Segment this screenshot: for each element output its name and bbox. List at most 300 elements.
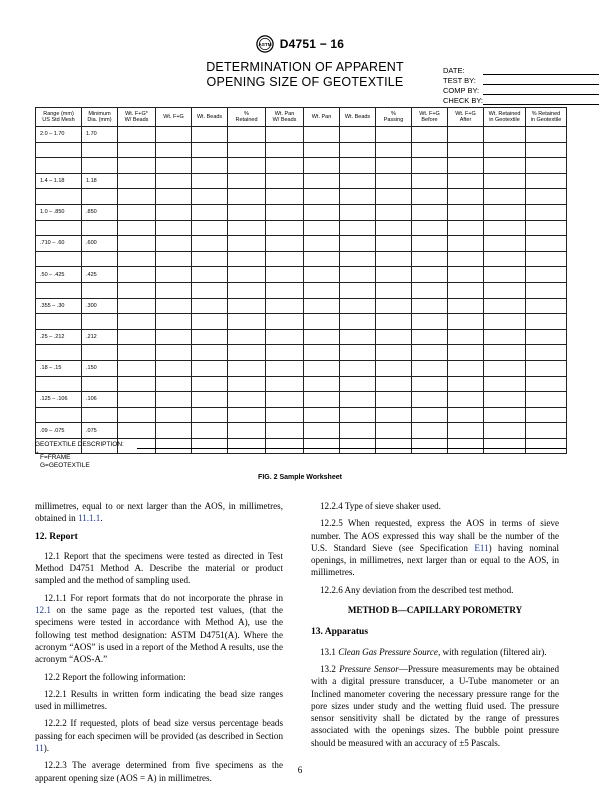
table-row bbox=[36, 423, 567, 439]
blank-cell bbox=[376, 282, 412, 298]
blank-cell bbox=[448, 158, 484, 174]
blank-cell bbox=[266, 220, 304, 236]
blank-cell bbox=[156, 423, 192, 439]
meta-blank-line bbox=[483, 104, 599, 105]
table-row bbox=[36, 189, 567, 205]
blank-cell bbox=[412, 438, 448, 454]
left-text-column bbox=[35, 500, 283, 789]
blank-cell bbox=[376, 267, 412, 283]
blank-cell bbox=[228, 298, 266, 314]
range-cell bbox=[36, 345, 82, 361]
blank-cell bbox=[304, 376, 340, 392]
blank-cell bbox=[192, 407, 228, 423]
blank-cell bbox=[192, 189, 228, 205]
blank-cell bbox=[156, 173, 192, 189]
min-dia-cell bbox=[82, 142, 118, 158]
blank-cell bbox=[192, 158, 228, 174]
table-row bbox=[36, 127, 567, 143]
blank-cell bbox=[118, 407, 156, 423]
blank-cell bbox=[118, 282, 156, 298]
blank-cell bbox=[376, 423, 412, 439]
meta-date-field bbox=[443, 66, 465, 75]
meta-check-by-field bbox=[443, 96, 483, 105]
meta-label: TEST BY: bbox=[443, 76, 476, 85]
blank-cell bbox=[340, 345, 376, 361]
blank-cell bbox=[484, 376, 526, 392]
min-dia-cell: 1.18 bbox=[82, 173, 118, 189]
blank-cell bbox=[376, 438, 412, 454]
table-row bbox=[36, 329, 567, 345]
blank-cell bbox=[448, 314, 484, 330]
blank-cell bbox=[192, 298, 228, 314]
blank-cell bbox=[192, 329, 228, 345]
blank-cell bbox=[484, 314, 526, 330]
blank-cell bbox=[412, 345, 448, 361]
blank-cell bbox=[340, 127, 376, 143]
blank-cell bbox=[228, 127, 266, 143]
column-header: % Passing bbox=[376, 108, 412, 127]
blank-cell bbox=[484, 438, 526, 454]
blank-cell bbox=[228, 314, 266, 330]
worksheet-title-line-2: OPENING SIZE OF GEOTEXTILE bbox=[206, 75, 404, 89]
section-heading-report: 12. Report bbox=[35, 531, 78, 542]
blank-cell bbox=[412, 127, 448, 143]
blank-cell bbox=[156, 204, 192, 220]
blank-cell bbox=[118, 360, 156, 376]
range-cell: .355 – .30 bbox=[36, 298, 82, 314]
blank-cell bbox=[266, 329, 304, 345]
geotextile-description-label: GEOTEXTILE DESCRIPTION: bbox=[35, 441, 124, 448]
blank-cell bbox=[192, 345, 228, 361]
blank-cell bbox=[412, 360, 448, 376]
column-header: Range (mm) US Std Mesh bbox=[36, 108, 82, 127]
worksheet-table bbox=[35, 107, 567, 454]
section-link[interactable]: 11.1.1 bbox=[77, 513, 101, 524]
table-row bbox=[36, 314, 567, 330]
blank-cell bbox=[228, 329, 266, 345]
blank-cell bbox=[340, 236, 376, 252]
blank-cell bbox=[340, 314, 376, 330]
blank-cell bbox=[412, 236, 448, 252]
blank-cell bbox=[526, 158, 567, 174]
blank-cell bbox=[448, 360, 484, 376]
blank-cell bbox=[192, 282, 228, 298]
blank-cell bbox=[118, 189, 156, 205]
blank-cell bbox=[304, 158, 340, 174]
blank-cell bbox=[484, 173, 526, 189]
blank-cell bbox=[266, 423, 304, 439]
column-header: Wt. Pan W/ Beads bbox=[266, 108, 304, 127]
blank-cell bbox=[304, 345, 340, 361]
blank-cell bbox=[484, 423, 526, 439]
paragraph-12-2-2: 12.2.2 If requested, plots of bead size versus percentage beads passing for each specimen will be provided (as described in Section 11). bbox=[35, 718, 283, 754]
blank-cell bbox=[304, 220, 340, 236]
blank-cell bbox=[484, 282, 526, 298]
column-header: Wt. F+G Before bbox=[412, 108, 448, 127]
document-header bbox=[0, 35, 600, 58]
blank-cell bbox=[228, 423, 266, 439]
blank-cell bbox=[526, 314, 567, 330]
meta-blank-line bbox=[483, 84, 599, 85]
blank-cell bbox=[484, 158, 526, 174]
blank-cell bbox=[118, 142, 156, 158]
blank-cell bbox=[266, 236, 304, 252]
column-header: Wt. Beads bbox=[340, 108, 376, 127]
section-link[interactable]: 12.1 bbox=[35, 605, 51, 616]
column-header: Wt. F+G bbox=[156, 108, 192, 127]
blank-cell bbox=[228, 142, 266, 158]
range-cell: .25 – .212 bbox=[36, 329, 82, 345]
table-row bbox=[36, 376, 567, 392]
blank-cell bbox=[118, 220, 156, 236]
min-dia-cell bbox=[82, 220, 118, 236]
blank-cell bbox=[118, 376, 156, 392]
table-row bbox=[36, 236, 567, 252]
blank-cell bbox=[156, 376, 192, 392]
section-heading-apparatus: 13. Apparatus bbox=[311, 627, 369, 638]
worksheet-title bbox=[200, 60, 410, 90]
range-cell: 1.4 – 1.18 bbox=[36, 173, 82, 189]
blank-cell bbox=[118, 236, 156, 252]
blank-cell bbox=[484, 267, 526, 283]
blank-cell bbox=[304, 251, 340, 267]
blank-cell bbox=[118, 314, 156, 330]
blank-cell bbox=[376, 376, 412, 392]
blank-cell bbox=[304, 142, 340, 158]
blank-cell bbox=[484, 236, 526, 252]
blank-cell bbox=[304, 407, 340, 423]
blank-cell bbox=[156, 407, 192, 423]
blank-cell bbox=[484, 345, 526, 361]
blank-cell bbox=[304, 236, 340, 252]
blank-cell bbox=[304, 282, 340, 298]
paragraph-12-2-3: 12.2.3 The average determined from five specimens as the apparent opening size (AOS = A) in millimetres. bbox=[35, 760, 283, 783]
table-header-row bbox=[36, 108, 567, 127]
paragraph-12-1-1: 12.1.1 For report formats that do not incorporate the phrase in 12.1 on the same page as the reported test values, (that the specimens were tested in accordance with Method A), use the following test method designation: ASTM D4751(A). Where the acronym “AOS” is used in a report of the Method A results, use the acronym “AOS-A.” bbox=[35, 592, 283, 665]
column-header: % Retained in Geotextile bbox=[526, 108, 567, 127]
blank-cell bbox=[376, 142, 412, 158]
blank-cell bbox=[412, 220, 448, 236]
blank-cell bbox=[192, 251, 228, 267]
meta-blank-line bbox=[483, 94, 599, 95]
min-dia-cell: .106 bbox=[82, 392, 118, 408]
paragraph-13-1: 13.1 Clean Gas Pressure Source, with regulation (filtered air). bbox=[320, 646, 547, 657]
paragraph-continuation: millimetres, equal to or next larger than the AOS, in millimetres, obtained in 11.1.1. bbox=[35, 501, 283, 524]
geotextile-description-line bbox=[137, 448, 566, 449]
blank-cell bbox=[118, 298, 156, 314]
blank-cell bbox=[376, 189, 412, 205]
blank-cell bbox=[340, 173, 376, 189]
blank-cell bbox=[266, 407, 304, 423]
blank-cell bbox=[266, 360, 304, 376]
blank-cell bbox=[340, 282, 376, 298]
blank-cell bbox=[340, 376, 376, 392]
table-row bbox=[36, 267, 567, 283]
blank-cell bbox=[526, 142, 567, 158]
blank-cell bbox=[118, 251, 156, 267]
meta-label: CHECK BY: bbox=[443, 96, 484, 105]
table-row bbox=[36, 298, 567, 314]
blank-cell bbox=[484, 189, 526, 205]
blank-cell bbox=[304, 127, 340, 143]
blank-cell bbox=[526, 407, 567, 423]
blank-cell bbox=[484, 360, 526, 376]
table-row bbox=[36, 204, 567, 220]
blank-cell bbox=[156, 189, 192, 205]
blank-cell bbox=[412, 142, 448, 158]
blank-cell bbox=[376, 314, 412, 330]
range-cell bbox=[36, 251, 82, 267]
blank-cell bbox=[340, 298, 376, 314]
blank-cell bbox=[376, 298, 412, 314]
blank-cell bbox=[412, 423, 448, 439]
blank-cell bbox=[340, 438, 376, 454]
blank-cell bbox=[156, 158, 192, 174]
note-frame: F=FRAME bbox=[40, 454, 71, 461]
blank-cell bbox=[340, 142, 376, 158]
min-dia-cell bbox=[82, 407, 118, 423]
blank-cell bbox=[118, 267, 156, 283]
blank-cell bbox=[228, 438, 266, 454]
table-row bbox=[36, 173, 567, 189]
blank-cell bbox=[340, 329, 376, 345]
blank-cell bbox=[484, 392, 526, 408]
blank-cell bbox=[412, 376, 448, 392]
blank-cell bbox=[304, 360, 340, 376]
note-geotextile: G=GEOTEXTILE bbox=[40, 462, 90, 469]
paragraph-12-1: 12.1 Report that the specimens were tested as directed in Test Method D4751 Method A. Describe the material or product sampled and the method of sampling used. bbox=[35, 550, 283, 586]
blank-cell bbox=[228, 282, 266, 298]
blank-cell bbox=[228, 251, 266, 267]
blank-cell bbox=[192, 423, 228, 439]
blank-cell bbox=[304, 204, 340, 220]
range-cell: 1.0 – .850 bbox=[36, 204, 82, 220]
blank-cell bbox=[156, 267, 192, 283]
min-dia-cell: .300 bbox=[82, 298, 118, 314]
blank-cell bbox=[448, 438, 484, 454]
blank-cell bbox=[448, 142, 484, 158]
range-cell bbox=[36, 376, 82, 392]
blank-cell bbox=[340, 251, 376, 267]
blank-cell bbox=[376, 345, 412, 361]
blank-cell bbox=[228, 158, 266, 174]
blank-cell bbox=[192, 236, 228, 252]
blank-cell bbox=[376, 220, 412, 236]
range-cell: .125 – .106 bbox=[36, 392, 82, 408]
blank-cell bbox=[376, 127, 412, 143]
blank-cell bbox=[228, 392, 266, 408]
range-cell: 2.0 – 1.70 bbox=[36, 127, 82, 143]
blank-cell bbox=[156, 251, 192, 267]
range-cell: .18 – .15 bbox=[36, 360, 82, 376]
blank-cell bbox=[266, 158, 304, 174]
blank-cell bbox=[192, 204, 228, 220]
blank-cell bbox=[266, 298, 304, 314]
blank-cell bbox=[376, 360, 412, 376]
page-number: 6 bbox=[297, 765, 303, 775]
section-link[interactable]: 11 bbox=[35, 743, 44, 754]
paragraph-12-2-4: 12.2.4 Type of sieve shaker used. bbox=[320, 501, 441, 511]
blank-cell bbox=[118, 204, 156, 220]
blank-cell bbox=[156, 236, 192, 252]
document-number: D4751 − 16 bbox=[279, 37, 345, 51]
blank-cell bbox=[304, 329, 340, 345]
min-dia-cell: .212 bbox=[82, 329, 118, 345]
paragraph-13-2: 13.2 Pressure Sensor—Pressure measurements may be obtained with a digital pressure transducer, a U-Tube manometer or an Inclined manometer covering the necessary pressure range for the pore sizes under study and the wetting fluid used. The pressure sensor sensitivity shall be dictated by the range of pressures associated with the openings sizes. The bubble point pressure should be measured with an accuracy of ±5 Pascals. bbox=[311, 663, 560, 748]
blank-cell bbox=[340, 189, 376, 205]
column-header: Wt. Retained in Geotextile bbox=[484, 108, 526, 127]
blank-cell bbox=[228, 189, 266, 205]
astm-logo-icon bbox=[256, 35, 274, 53]
blank-cell bbox=[412, 392, 448, 408]
column-header: Minimum Dia. (mm) bbox=[82, 108, 118, 127]
blank-cell bbox=[412, 282, 448, 298]
blank-cell bbox=[448, 127, 484, 143]
blank-cell bbox=[228, 173, 266, 189]
blank-cell bbox=[228, 407, 266, 423]
blank-cell bbox=[228, 267, 266, 283]
blank-cell bbox=[376, 204, 412, 220]
min-dia-cell bbox=[82, 376, 118, 392]
blank-cell bbox=[376, 236, 412, 252]
blank-cell bbox=[448, 282, 484, 298]
blank-cell bbox=[266, 127, 304, 143]
blank-cell bbox=[484, 142, 526, 158]
blank-cell bbox=[192, 220, 228, 236]
blank-cell bbox=[266, 345, 304, 361]
blank-cell bbox=[228, 360, 266, 376]
blank-cell bbox=[192, 360, 228, 376]
min-dia-cell: .850 bbox=[82, 204, 118, 220]
blank-cell bbox=[266, 267, 304, 283]
blank-cell bbox=[484, 251, 526, 267]
blank-cell bbox=[526, 236, 567, 252]
min-dia-cell: 1.70 bbox=[82, 127, 118, 143]
specification-link[interactable]: E11 bbox=[474, 542, 489, 553]
blank-cell bbox=[484, 329, 526, 345]
blank-cell bbox=[526, 345, 567, 361]
blank-cell bbox=[526, 423, 567, 439]
table-row bbox=[36, 360, 567, 376]
blank-cell bbox=[118, 127, 156, 143]
table-row bbox=[36, 392, 567, 408]
blank-cell bbox=[484, 127, 526, 143]
blank-cell bbox=[304, 189, 340, 205]
table-row bbox=[36, 158, 567, 174]
min-dia-cell bbox=[82, 251, 118, 267]
blank-cell bbox=[526, 204, 567, 220]
blank-cell bbox=[266, 282, 304, 298]
paragraph-12-2-6: 12.2.6 Any deviation from the described test method. bbox=[320, 584, 514, 595]
blank-cell bbox=[526, 360, 567, 376]
blank-cell bbox=[304, 438, 340, 454]
min-dia-cell: .425 bbox=[82, 267, 118, 283]
range-cell bbox=[36, 407, 82, 423]
blank-cell bbox=[118, 158, 156, 174]
figure-caption: FIG. 2 Sample Worksheet bbox=[258, 474, 342, 481]
range-cell bbox=[36, 220, 82, 236]
blank-cell bbox=[228, 236, 266, 252]
blank-cell bbox=[192, 127, 228, 143]
blank-cell bbox=[228, 345, 266, 361]
blank-cell bbox=[412, 158, 448, 174]
table-row bbox=[36, 345, 567, 361]
blank-cell bbox=[156, 314, 192, 330]
blank-cell bbox=[412, 251, 448, 267]
blank-cell bbox=[192, 173, 228, 189]
blank-cell bbox=[526, 189, 567, 205]
blank-cell bbox=[526, 329, 567, 345]
blank-cell bbox=[192, 392, 228, 408]
right-text-column bbox=[311, 500, 559, 754]
blank-cell bbox=[192, 314, 228, 330]
column-header: Wt. Pan bbox=[304, 108, 340, 127]
blank-cell bbox=[118, 392, 156, 408]
min-dia-cell: .600 bbox=[82, 236, 118, 252]
min-dia-cell bbox=[82, 189, 118, 205]
blank-cell bbox=[526, 298, 567, 314]
column-header: Wt. F+G* W/ Beads bbox=[118, 108, 156, 127]
blank-cell bbox=[448, 236, 484, 252]
blank-cell bbox=[156, 127, 192, 143]
range-cell bbox=[36, 282, 82, 298]
table-row bbox=[36, 282, 567, 298]
blank-cell bbox=[192, 438, 228, 454]
blank-cell bbox=[266, 376, 304, 392]
blank-cell bbox=[340, 392, 376, 408]
min-dia-cell bbox=[82, 282, 118, 298]
blank-cell bbox=[526, 438, 567, 454]
blank-cell bbox=[266, 314, 304, 330]
blank-cell bbox=[156, 220, 192, 236]
blank-cell bbox=[340, 158, 376, 174]
paragraph-12-2: 12.2 Report the following information: bbox=[44, 671, 186, 682]
blank-cell bbox=[526, 127, 567, 143]
table-row bbox=[36, 251, 567, 267]
range-cell bbox=[36, 142, 82, 158]
min-dia-cell bbox=[82, 345, 118, 361]
min-dia-cell: .075 bbox=[82, 423, 118, 439]
table-row bbox=[36, 220, 567, 236]
blank-cell bbox=[340, 407, 376, 423]
blank-cell bbox=[156, 329, 192, 345]
blank-cell bbox=[118, 173, 156, 189]
blank-cell bbox=[228, 376, 266, 392]
range-cell bbox=[36, 314, 82, 330]
min-dia-cell bbox=[82, 158, 118, 174]
blank-cell bbox=[448, 407, 484, 423]
blank-cell bbox=[340, 204, 376, 220]
blank-cell bbox=[266, 189, 304, 205]
blank-cell bbox=[484, 298, 526, 314]
blank-cell bbox=[304, 423, 340, 439]
blank-cell bbox=[304, 298, 340, 314]
blank-cell bbox=[526, 392, 567, 408]
blank-cell bbox=[448, 251, 484, 267]
blank-cell bbox=[526, 376, 567, 392]
blank-cell bbox=[156, 392, 192, 408]
blank-cell bbox=[156, 282, 192, 298]
meta-comp-by-field bbox=[443, 86, 479, 95]
blank-cell bbox=[448, 298, 484, 314]
blank-cell bbox=[448, 189, 484, 205]
blank-cell bbox=[304, 392, 340, 408]
meta-label: COMP BY: bbox=[443, 86, 480, 95]
blank-cell bbox=[412, 267, 448, 283]
blank-cell bbox=[340, 360, 376, 376]
blank-cell bbox=[266, 173, 304, 189]
blank-cell bbox=[448, 173, 484, 189]
